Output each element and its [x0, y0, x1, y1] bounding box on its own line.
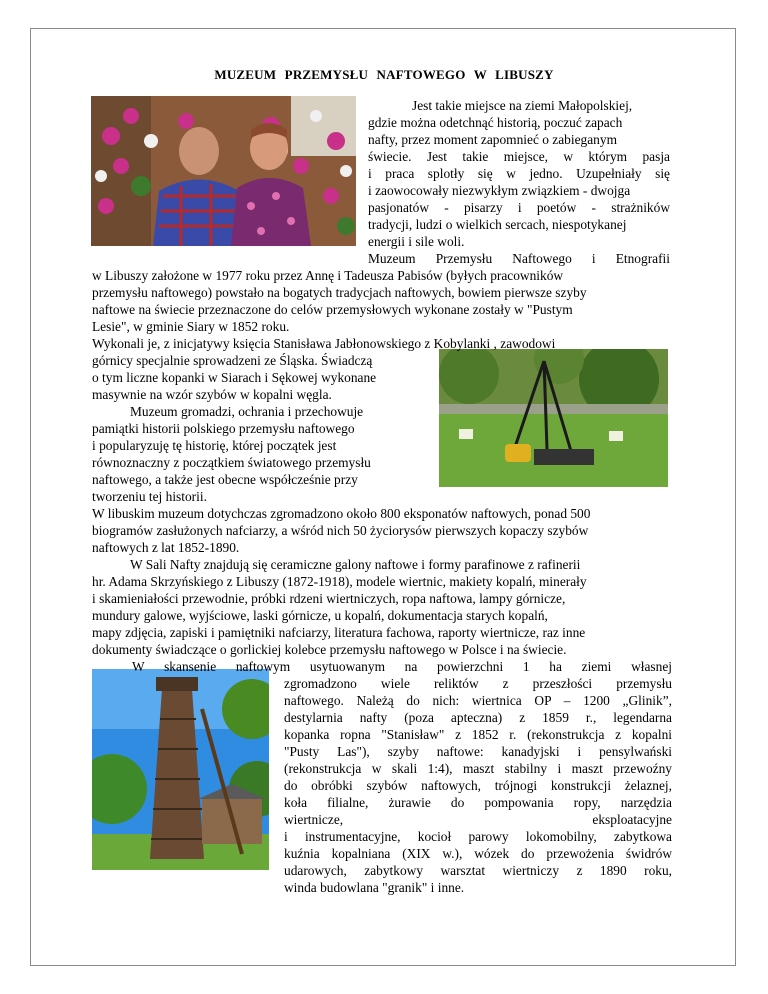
text-line: tradycji, ludzi o wielkich sercach, niespotykanej: [368, 217, 627, 232]
text-line: wiertnicze, eksploatacyjne: [284, 812, 672, 827]
text-line: zgromadzono wiele reliktów z przeszłości przemysłu: [284, 676, 672, 691]
text-line: naftowego, a także jest obecne współcześnie przy: [92, 472, 358, 487]
text-line: W Sali Nafty znajdują się ceramiczne galony naftowe i formy parafinowe z rafinerii: [130, 557, 581, 572]
text-line: nafty, przez moment zapomnieć o zabieganym: [368, 132, 617, 147]
text-line: (rekonstrukcja w skali 1:4), maszt stabilny i maszt przewoźny: [284, 761, 672, 776]
text-line: o tym liczne kopanki w Siarach i Sękowej wykonane: [92, 370, 377, 385]
text-line: Lesie", w gminie Siary w 1852 roku.: [92, 319, 290, 334]
text-line: kopanka ropna "Stanisław" z 1852 r. (rekonstrukcja z kopalni: [284, 727, 672, 742]
text-line: masywnie na wzór szybów w kopalni węgla.: [92, 387, 332, 402]
text-line: destylarnia nafty (poza apteczna) z 1859 r., legendarna: [284, 710, 672, 725]
text-line: świecie. Jest takie miejsce, w którym pasja: [368, 149, 670, 164]
text-line: tworzeniu tej historii.: [92, 489, 207, 504]
text-line: i instrumentacyjne, kocioł parowy lokomobilny, zabytkowa: [284, 829, 672, 844]
text-line: i zaowocowały niezwykłym związkiem - dwojga: [368, 183, 631, 198]
text-line: "Pusty Las"), szyby naftowe: kanadyjski i pensylwański: [284, 744, 672, 759]
text-line: W libuskim muzeum dotychczas zgromadzono około 800 eksponatów naftowych, ponad 500: [92, 506, 591, 521]
text-line: pamiątki historii polskiego przemysłu naftowego: [92, 421, 355, 436]
text-line: naftowych z lat 1852-1890.: [92, 540, 240, 555]
text-line: równoznaczny z początkiem światowego przemysłu: [92, 455, 371, 470]
text-line: biogramów zasłużonych nafciarzy, a wśród nich 50 życiorysów pierwszych kopaczy szybów: [92, 523, 589, 538]
text-line: koła filialne, żurawie do pompowania ropy, narzędzia: [284, 795, 672, 810]
text-line: do obróbki szybów naftowych, trójnogi konstrukcji żelaznej,: [284, 778, 672, 793]
text-line: i praca splotły się w jedno. Uzupełniały się: [368, 166, 670, 181]
text-line: naftowego. Należą do nich: wiertnica OP – 1200 „Glinik”,: [284, 693, 672, 708]
text-line: Muzeum gromadzi, ochrania i przechowuje: [130, 404, 364, 419]
founders-photo: [91, 96, 356, 246]
text-line: i popularyzuję tę historię, której początek jest: [92, 438, 337, 453]
text-line: pasjonatów - pisarzy i poetów - strażników: [368, 200, 670, 215]
text-line: dokumenty świadczące o gorlickiej kolebce przemysłu naftowego w Polsce i na świecie.: [92, 642, 567, 657]
derrick-photo: [92, 669, 269, 870]
page-title: MUZEUM PRZEMYSŁU NAFTOWEGO W LIBUSZY: [214, 67, 554, 82]
text-line: kuźnia kopalniana (XIX w.), wózek do przewożenia świdrów: [284, 846, 672, 861]
text-line: naftowe na świecie przeznaczone do celów przemysłowych wykonane zostały w "Pustym: [92, 302, 573, 317]
tripod-photo: [439, 349, 668, 487]
text-line: i skamieniałości przewodnie, próbki rdzeni wiertniczych, ropa naftowa, lampy górnicze,: [92, 591, 566, 606]
text-line: przemysłu naftowego) powstało na bogatych tradycjach naftowych, bowiem pierwsze szyby: [92, 285, 587, 300]
text-line: winda budowlana "granik" i inne.: [284, 880, 465, 895]
text-line: Muzeum Przemysłu Naftowego i Etnografii: [368, 251, 670, 266]
text-line: Wykonali je, z inicjatywy księcia Stanisława Jabłonowskiego z Kobylanki , zawodowi: [92, 336, 556, 351]
text-line: górnicy specjalnie sprowadzeni ze Śląska. Świadczą: [92, 353, 373, 368]
text-line: W skansenie naftowym usytuowanym na powierzchni 1 ha ziemi własnej: [132, 659, 672, 674]
text-line: hr. Adama Skrzyńskiego z Libuszy (1872-1918), modele wiertnic, makiety kopalń, minerały: [92, 574, 587, 589]
text-line: energii i sile woli.: [368, 234, 465, 249]
text-line: udarowych, zabytkowy warsztat wiertniczy z 1890 roku,: [284, 863, 672, 878]
text-line: w Libuszy założone w 1977 roku przez Annę i Tadeusza Pabisów (byłych pracowników: [92, 268, 564, 283]
text-line: mundury galowe, wyjściowe, laski górnicze, u kopalń, dokumentacja starych kopalń,: [92, 608, 548, 623]
text-line: Jest takie miejsce na ziemi Małopolskiej,: [412, 98, 633, 113]
text-line: gdzie można odetchnąć historią, poczuć zapach: [368, 115, 623, 130]
text-line: mapy zdjęcia, zapiski i pamiętniki nafciarzy, literatura fachowa, raporty wiertnicze, raz inne: [92, 625, 586, 640]
